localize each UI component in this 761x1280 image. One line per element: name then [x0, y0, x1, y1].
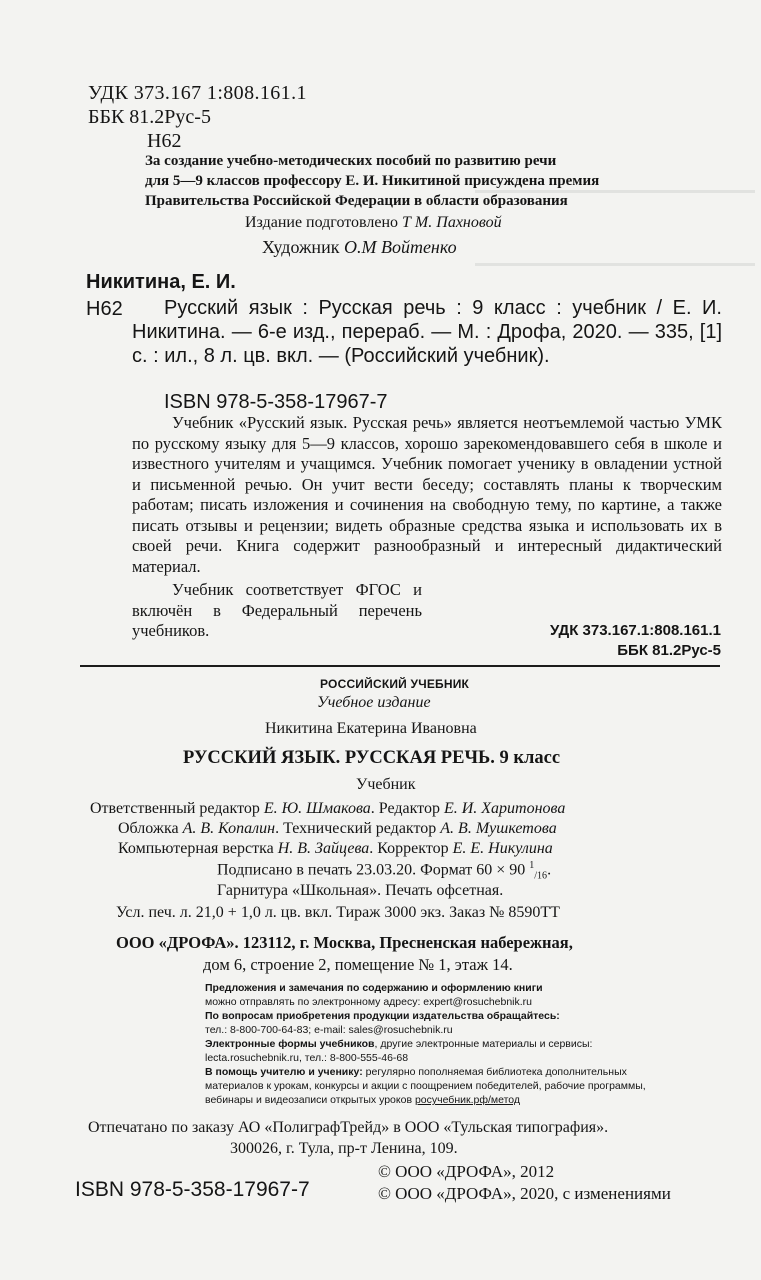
print-line-3: Усл. печ. л. 21,0 + 1,0 л. цв. вкл. Тираж 3000 экз. Заказ № 8590ТТ	[116, 904, 560, 921]
staff-role-label: Обложка	[118, 820, 183, 837]
print-line-2: Гарнитура «Школьная». Печать офсетная.	[217, 882, 504, 899]
print-format-text: Подписано в печать 23.03.20. Формат 60 × 90	[217, 861, 530, 879]
record-author: Никитина, Е. И.	[86, 271, 236, 293]
staff-person-name: А. В. Копалин	[182, 820, 276, 837]
udk-code: УДК 373.167 1:808.161.1	[88, 82, 307, 104]
publisher-line-1	[116, 933, 573, 953]
artist	[262, 237, 457, 258]
annotation-paragraph-1: Учебник «Русский язык. Русская речь» является неотъемлемой частью УМК по русскому языку для 5—9 классов, хорошо зарекомендовавшего себя в школе и известного учителям и учащимся. Учебник помогает ученику в овладении устной и письменной речью. Он учит вести беседу; составлять планы к творческим работам; писать изложения и сочинения на свободную тему, по картине, а также писать отзывы и рецензии; видеть образные средства языка и использовать их в своей речи. Книга содержит разнообразный и интересный дидактический материал.	[132, 413, 722, 576]
contact-text-2: тел.: 8-800-700-64-83; e-mail: sales@rosuchebnik.ru	[205, 1024, 453, 1036]
contact-heading-4: В помощь учителю и ученику:	[205, 1066, 363, 1078]
contact-heading-3: Электронные формы учебников	[205, 1038, 375, 1050]
award-line-1: За создание учебно-методических пособий по развитию речи	[145, 153, 557, 169]
record-text: Русский язык : Русская речь : 9 класс : учебник / Е. И. Никитина. — 6-е изд., перераб. — М. : Дрофа, 2020. — 335, [1] с. : ил., 8 л. цв. вкл. — (Российский учебник).	[132, 297, 722, 367]
methods-link[interactable]: росучебник.рф/метод	[414, 1094, 521, 1106]
annotation-paragraph-2: Учебник соответствует ФГОС и включён в Федеральный перечень учебников.	[132, 580, 422, 640]
format-numerator: 1	[529, 860, 535, 871]
author-code: Н62	[147, 130, 182, 152]
staff-person-name: Е. Е. Никулина	[452, 840, 553, 857]
series-name: РОССИЙСКИЙ УЧЕБНИК	[320, 677, 470, 691]
staff-role-label: Компьютерная верстка	[118, 840, 278, 857]
publisher-line-2: дом 6, строение 2, помещение № 1, этаж 14.	[203, 955, 513, 974]
copyright-2020: © ООО «ДРОФА», 2020, с изменениями	[378, 1184, 671, 1203]
publisher-address-1: ООО «ДРОФА». 123112, г. Москва, Пресненская набережная,	[116, 933, 573, 952]
contact-line-4	[205, 1066, 627, 1078]
contact-text-4c: вебинары и видеозаписи открытых уроков	[205, 1094, 415, 1106]
divider-rule	[80, 665, 720, 667]
artist-name: О.М Войтенко	[343, 237, 457, 257]
prepared-label: Издание подготовлено	[245, 214, 399, 231]
staff-person-name: А. В. Мушкетова	[440, 820, 557, 837]
contact-line-4c	[205, 1094, 520, 1106]
contact-line-3	[205, 1038, 592, 1050]
record-isbn: ISBN 978-5-358-17967-7	[164, 391, 388, 413]
contact-heading-1: Предложения и замечания по содержанию и оформлению книги	[205, 982, 543, 994]
staff-line-2	[118, 820, 557, 838]
artist-label: Художник	[262, 237, 340, 257]
printing-line-2: 300026, г. Тула, пр-т Ленина, 109.	[230, 1140, 458, 1157]
award-line-2: для 5—9 классов профессору Е. И. Никитиной присуждена премия	[145, 173, 600, 189]
contact-text-4a: регулярно пополняемая библиотека дополнительных	[362, 1066, 627, 1078]
staff-person-name: Е. Ю. Шмакова	[263, 800, 371, 817]
staff-line-3	[118, 840, 553, 858]
contact-text-4b: материалов к урокам, конкурсы и акции с поощрением победителей, рабочие программы,	[205, 1080, 646, 1092]
staff-person-name: Е. И. Харитонова	[443, 800, 566, 817]
copyright-2012: © ООО «ДРОФА», 2012	[378, 1162, 555, 1181]
contact-text-3a: , другие электронные материалы и сервисы:	[374, 1038, 593, 1050]
staff-role-label: . Технический редактор	[275, 820, 441, 837]
staff-role-label: . Корректор	[369, 840, 453, 857]
bottom-isbn: ISBN 978-5-358-17967-7	[75, 1178, 310, 1201]
edition-type: Учебное издание	[317, 694, 431, 711]
contact-text-1: можно отправлять по электронному адресу: expert@rosuchebnik.ru	[205, 996, 533, 1008]
format-denominator: /16	[534, 870, 548, 882]
prepared-name: Т М. Пахновой	[402, 214, 502, 231]
record-code: Н62	[86, 298, 123, 320]
award-line-3: Правительства Российской Федерации в области образования	[145, 193, 568, 209]
printing-line-1: Отпечатано по заказу АО «ПолиграфТрейд» в ООО «Тульская типография».	[88, 1119, 609, 1136]
footer-udk: УДК 373.167.1:808.161.1	[549, 622, 721, 639]
contact-text-3b: lecta.rosuchebnik.ru, тел.: 8-800-555-46-68	[205, 1052, 409, 1064]
book-subtitle: Учебник	[356, 776, 416, 793]
author-full-name: Никитина Екатерина Ивановна	[265, 720, 477, 737]
footer-bbk: ББК 81.2Рус-5	[617, 642, 721, 659]
staff-person-name: Н. В. Зайцева	[277, 840, 370, 857]
book-title: РУССКИЙ ЯЗЫК. РУССКАЯ РЕЧЬ. 9 класс	[183, 748, 561, 768]
staff-role-label: Ответственный редактор	[90, 800, 264, 817]
contact-heading-2: По вопросам приобретения продукции издательства обращайтесь:	[205, 1010, 560, 1022]
prepared-by	[245, 214, 502, 232]
bbk-code: ББК 81.2Рус-5	[88, 106, 211, 128]
staff-line-1	[90, 800, 565, 818]
print-line-1	[217, 860, 551, 882]
format-tail: .	[547, 861, 552, 879]
staff-role-label: . Редактор	[370, 800, 444, 817]
